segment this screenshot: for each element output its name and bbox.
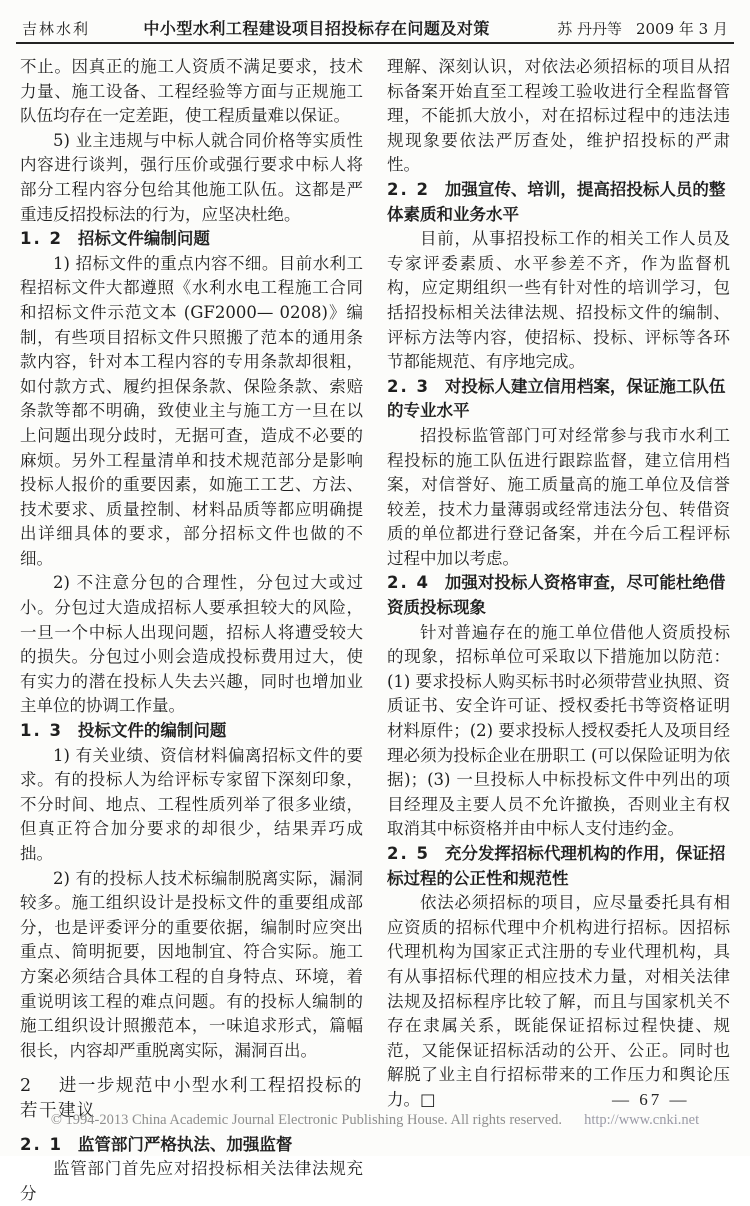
copyright-text: © 1994-2013 China Academic Journal Electronic Publishing House. All rights reserved. <box>50 1112 563 1128</box>
page-number: — 67 — <box>612 1090 690 1109</box>
paragraph: 针对普遍存在的施工单位借他人资质投标的现象，招标单位可采取以下措施加以防范：(1) 要求投标人购买标书时必须带营业执照、资质证书、安全许可证、授权委托书等资格证明材料原件；(2) 要求投标人授权委托人及项目经理必须为投标企业在册职工 (可以保险证明为依据)；(3) 一旦投标人中标投标文件中列出的项目经理及主要人员不允许撤换，否则业主有权取消其中标资格并由中标人支付违约金。 <box>387 622 730 839</box>
heading-number: 2. 4 <box>387 573 430 593</box>
publish-date: 2009 年 3 月 <box>635 20 728 38</box>
page-header <box>22 16 728 39</box>
footer <box>10 1112 740 1129</box>
paragraph: 2) 有的投标人技术标编制脱离实际，漏洞较多。施工组织设计是投标文件的重要组成部分，也是评委评分的重要依据，编制时应突出重点、简明扼要，因地制宜、符合实际。施工方案必须结合具体工程的自身特点、环境，着重说明该工程的难点问题。有的投标人编制的施工组织设计照搬范本，一味追求形式，篇幅很长，内容却严重脱离实际，漏洞百出。 <box>20 868 363 1060</box>
heading-text: 监管部门严格执法、加强监督 <box>77 1134 293 1154</box>
paragraph: 招投标监管部门可对经常参与我市水利工程投标的施工队伍进行跟踪监督，建立信用档案，对信誉好、施工质量高的施工单位及信誉较差，技术力量薄弱或经常违法分包、转借资质的单位都进行登记备案，并在今后工程评标过程中加以考虑。 <box>387 425 730 568</box>
subsection-heading <box>387 178 730 227</box>
heading-text: 充分发挥招标代理机构的作用，保证招标过程的公正性和规范性 <box>387 844 726 888</box>
heading-number: 2. 1 <box>20 1134 63 1154</box>
paragraph: 监管部门首先应对招投标相关法律法规充分 <box>20 1159 363 1203</box>
paragraph: 依法必须招标的项目，应尽量委托具有相应资质的招标代理中介机构进行招标。因招标代理机构为国家正式注册的专业代理机构，具有从事招标代理的相应技术力量，对相关法律法规及招标程序比较了解，而且与国家机关不存在隶属关系，既能保证招标过程快捷、规范，又能保证招标活动的公开、公正。同时也解脱了业主自行招标带来的工作压力和舆论压力。□ <box>387 893 730 1109</box>
heading-text: 加强宣传、培训，提高招投标人员的整体素质和业务水平 <box>387 179 726 224</box>
subsection-heading <box>20 719 363 744</box>
article-title: 中小型水利工程建设项目招投标存在问题及对策 <box>143 19 490 38</box>
heading-number: 2. 5 <box>387 844 430 863</box>
paragraph: 1) 有关业绩、资信材料偏离招标文件的要求。有的投标人为给评标专家留下深刻印象，不分时间、地点、工程性质列举了很多业绩，但真正符合加分要求的却很少，结果弄巧成拙。 <box>20 745 363 863</box>
heading-number: 2 <box>20 1076 33 1097</box>
paragraph: 1) 招标文件的重点内容不细。目前水利工程招标文件大都遵照《水利水电工程施工合同和招标文件示范文本 (GF2000— 0208)》编制，有些项目招标文件只照搬了范本的通用条款内容，针对本工程内容的专用条款却很粗，如付款方式、履约担保条款、保险条款、索赔条款等都不明确，致使业主与施工方一旦在以上问题出现分歧时，无据可查，造成不必要的麻烦。另外工程量清单和技术规范部分是影响投标人报价的重要因素，如施工工艺、方法、技术要求、质量控制、材料品质等都应明确提出详细具体的要求，部分招标文件也做的不细。 <box>20 253 363 568</box>
heading-number: 2. 3 <box>387 376 430 396</box>
cnki-url: http://www.cnki.net <box>584 1112 700 1128</box>
paragraph: 2) 不注意分包的合理性，分包过大或过小。分包过大造成招标人要承担较大的风险，一旦一个中标人出现问题，招标人将遭受较大的损失。分包过小则会造成投标费用过大，使有实力的潜在投标人失去兴趣，同时也增加业主单位的协调工作量。 <box>20 573 363 716</box>
header-divider <box>16 42 734 44</box>
heading-text: 投标文件的编制问题 <box>77 721 227 741</box>
subsection-heading <box>387 571 730 620</box>
subsection-heading <box>20 227 363 252</box>
subsection-heading <box>387 375 730 424</box>
author-date <box>543 18 728 39</box>
subsection-heading <box>20 1133 363 1158</box>
heading-text: 招标文件编制问题 <box>77 229 210 249</box>
paragraph: 5) 业主违规与中标人就合同价格等实质性内容进行谈判，强行压价或强行要求中标人将部分工程内容分包给其他施工队伍。这都是严重违反招投标法的行为，应坚决杜绝。 <box>20 130 363 224</box>
author-name: 苏 丹丹等 <box>557 20 622 38</box>
heading-number: 1. 2 <box>20 229 63 249</box>
heading-text: 加强对投标人资格审查，尽可能杜绝借资质投标现象 <box>387 573 726 618</box>
paragraph: 目前，从事招投标工作的相关工作人员及专家评委素质、水平参差不齐，作为监督机构，应定期组织一些有针对性的培训学习，包括招投标相关法律法规、招投标文件的编制、评标方法等内容，使招标、投标、评标等各环节都能规范、有序地完成。 <box>387 229 730 372</box>
heading-text: 进一步规范中小型水利工程招投标的若干建议 <box>20 1076 363 1121</box>
subsection-heading <box>387 842 730 891</box>
heading-number: 2. 2 <box>387 179 430 199</box>
heading-text: 对投标人建立信用档案，保证施工队伍的专业水平 <box>387 376 726 421</box>
paragraph: 理解、深刻认识，对依法必须招标的项目从招标备案开始直至工程竣工验收进行全程监督管理，不能抓大放小，对在招标过程中的违法违规现象要依法严厉查处，维护招投标的严肃性。 <box>387 57 730 175</box>
heading-number: 1. 3 <box>20 721 63 741</box>
journal-name: 吉林水利 <box>22 20 91 38</box>
paragraph: 不止。因真正的施工人资质不满足要求，技术力量、施工设备、工程经验等方面与正规施工队伍均存在一定差距，使工程质量难以保证。 <box>20 57 363 126</box>
